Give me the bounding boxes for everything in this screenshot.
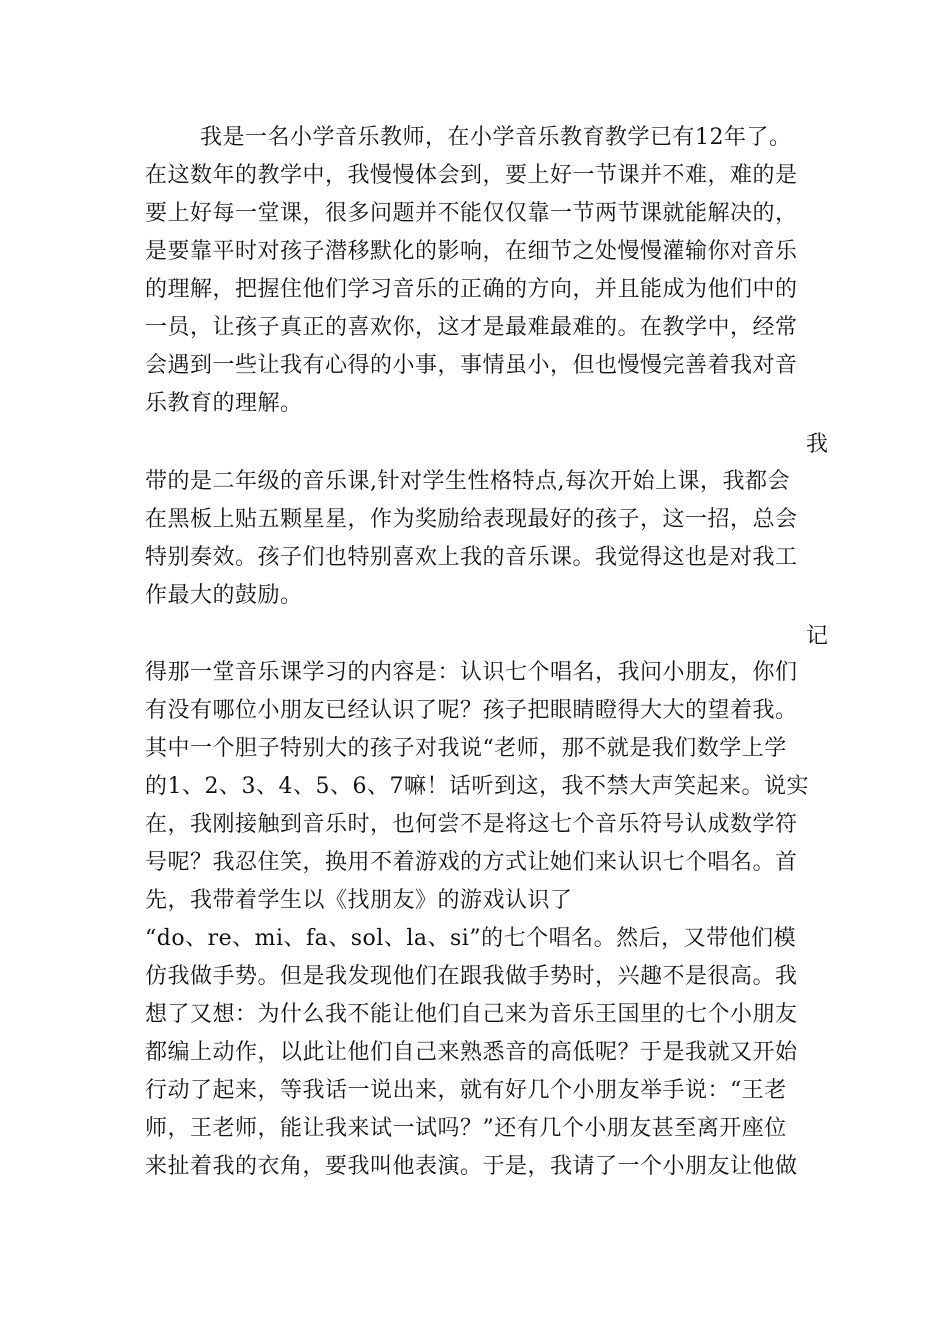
paragraph-3-line-11: 都编上动作，以此让他们自己来熟悉音的高低呢？于是我就又开始 (145, 1040, 798, 1065)
paragraph-1-line-6: 一员，让孩子真正的喜欢你，这才是最难最难的。在教学中，经常 (145, 315, 798, 340)
paragraph-2-line-3: 特别奏效。孩子们也特别喜欢上我的音乐课。我觉得这也是对我工 (145, 545, 798, 570)
paragraph-3-line-14: 来扯着我的衣角，要我叫他表演。于是，我请了一个小朋友让他做 (145, 1154, 798, 1179)
paragraph-2-first-char: 我 (806, 432, 829, 457)
paragraph-3-line-8: “do、re、mi、fa、sol、la、si”的七个唱名。然后，又带他们模 (145, 926, 797, 951)
paragraph-1-line-4: 是要靠平时对孩子潜移默化的影响，在细节之处慢慢灌输你对音乐 (145, 239, 798, 264)
paragraph-3-line-10: 想了又想：为什么我不能让他们自己来为音乐王国里的七个小朋友 (145, 1002, 798, 1027)
paragraph-3-line-3: 其中一个胆子特别大的孩子对我说“老师，那不就是我们数学上学 (145, 736, 787, 761)
paragraph-3-line-2: 有没有哪位小朋友已经认识了呢？孩子把眼睛瞪得大大的望着我。 (145, 698, 798, 723)
paragraph-3-line-4: 的1、2、3、4、5、6、7嘛！话听到这，我不禁大声笑起来。说实 (145, 774, 809, 799)
paragraph-3-line-1: 得那一堂音乐课学习的内容是：认识七个唱名，我问小朋友，你们 (145, 660, 798, 685)
paragraph-3-line-13: 师，王老师，能让我来试一试吗？”还有几个小朋友甚至离开座位 (145, 1116, 787, 1141)
paragraph-3-line-9: 仿我做手势。但是我发现他们在跟我做手势时，兴趣不是很高。我 (145, 964, 798, 989)
paragraph-1-line-7: 会遇到一些让我有心得的小事，事情虽小，但也慢慢完善着我对音 (145, 353, 798, 378)
paragraph-1-line-1: 我是一名小学音乐教师，在小学音乐教育教学已有12年了。 (200, 125, 792, 150)
paragraph-1-line-5: 的理解，把握住他们学习音乐的正确的方向，并且能成为他们中的 (145, 277, 798, 302)
paragraph-1-line-8: 乐教育的理解。 (145, 391, 303, 416)
paragraph-2-line-1: 带的是二年级的音乐课,针对学生性格特点,每次开始上课，我都会 (145, 469, 790, 494)
paragraph-3-line-12: 行动了起来，等我话一说出来，就有好几个小朋友举手说：“王老 (145, 1078, 787, 1103)
paragraph-3-line-7: 先，我带着学生以《找朋友》的游戏认识了 (145, 888, 573, 913)
paragraph-2-line-2: 在黑板上贴五颗星星，作为奖励给表现最好的孩子，这一招，总会 (145, 507, 798, 532)
paragraph-2-line-4: 作最大的鼓励。 (145, 583, 303, 608)
paragraph-3-first-char: 记 (806, 624, 829, 649)
paragraph-1-line-3: 要上好每一堂课，很多问题并不能仅仅靠一节两节课就能解决的， (145, 201, 798, 226)
paragraph-1-line-2: 在这数年的教学中，我慢慢体会到，要上好一节课并不难，难的是 (145, 163, 798, 188)
paragraph-3-line-5: 在，我刚接触到音乐时，也何尝不是将这七个音乐符号认成数学符 (145, 812, 798, 837)
paragraph-3-line-6: 号呢？我忍住笑，换用不着游戏的方式让她们来认识七个唱名。首 (145, 850, 798, 875)
